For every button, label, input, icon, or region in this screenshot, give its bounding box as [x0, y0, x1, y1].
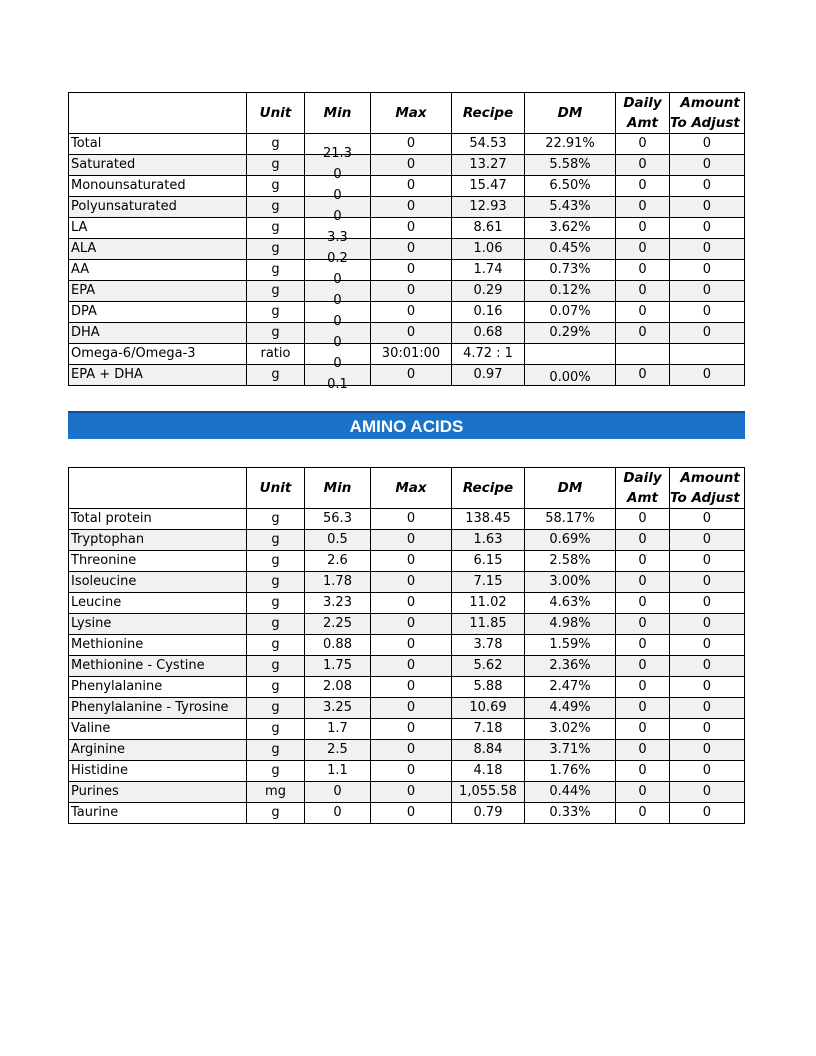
row-min: [305, 239, 371, 266]
row-max: 0: [371, 323, 452, 344]
row-min: [305, 134, 371, 161]
row-amount-to-adjust: 0: [670, 656, 745, 677]
row-daily-amt: 0: [616, 572, 670, 593]
row-daily-amt: 0: [616, 677, 670, 698]
row-min-value: 0: [333, 167, 342, 182]
row-recipe: 11.85: [452, 614, 525, 635]
row-dm: 5.58%: [525, 155, 616, 176]
row-min-value: 0.2: [327, 251, 348, 266]
row-amount-to-adjust: 0: [670, 761, 745, 782]
row-min-value: 0: [333, 335, 342, 350]
row-name: Total: [69, 134, 247, 155]
row-max: 0: [371, 635, 452, 656]
row-unit: g: [247, 176, 305, 197]
row-amount-to-adjust: 0: [670, 197, 745, 218]
row-max: 0: [371, 782, 452, 803]
row-min-value: 0: [333, 314, 342, 329]
row-recipe: 10.69: [452, 698, 525, 719]
row-max: 0: [371, 281, 452, 302]
row-amount-to-adjust: 0: [670, 572, 745, 593]
row-unit: g: [247, 365, 305, 386]
table-row: [69, 656, 745, 677]
row-max: 0: [371, 302, 452, 323]
row-recipe: 8.84: [452, 740, 525, 761]
row-unit: g: [247, 530, 305, 551]
row-unit: g: [247, 134, 305, 155]
row-amount-to-adjust: 0: [670, 323, 745, 344]
row-max: 0: [371, 155, 452, 176]
header-max: Max: [371, 468, 452, 509]
row-daily-amt: 0: [616, 740, 670, 761]
row-name: Phenylalanine: [69, 677, 247, 698]
row-dm: 0.07%: [525, 302, 616, 323]
row-recipe: 0.79: [452, 803, 525, 824]
row-daily-amt: [616, 344, 670, 365]
row-unit: g: [247, 614, 305, 635]
row-dm: 3.02%: [525, 719, 616, 740]
row-amount-to-adjust: 0: [670, 134, 745, 155]
row-amount-to-adjust: 0: [670, 218, 745, 239]
row-recipe: 11.02: [452, 593, 525, 614]
row-name: Methionine: [69, 635, 247, 656]
amino-acids-banner: AMINO ACIDS: [68, 411, 745, 439]
row-max: 0: [371, 698, 452, 719]
row-max: 0: [371, 134, 452, 155]
row-daily-amt: 0: [616, 197, 670, 218]
header-min: Min: [305, 93, 371, 134]
row-name: Monounsaturated: [69, 176, 247, 197]
table-row: [69, 740, 745, 761]
row-recipe: 0.68: [452, 323, 525, 344]
row-daily-amt: 0: [616, 803, 670, 824]
row-daily-amt: 0: [616, 551, 670, 572]
row-amount-to-adjust: 0: [670, 365, 745, 386]
row-dm: [525, 344, 616, 365]
row-dm: 3.00%: [525, 572, 616, 593]
header-blank: [69, 93, 247, 134]
row-min: 1.7: [305, 719, 371, 740]
row-max: 0: [371, 656, 452, 677]
row-recipe: 4.18: [452, 761, 525, 782]
row-name: Threonine: [69, 551, 247, 572]
row-unit: g: [247, 551, 305, 572]
row-dm: 4.49%: [525, 698, 616, 719]
row-dm: 0.69%: [525, 530, 616, 551]
row-name: Lysine: [69, 614, 247, 635]
row-dm: 0.12%: [525, 281, 616, 302]
header-amount-to-adjust: [670, 93, 745, 134]
row-daily-amt: 0: [616, 656, 670, 677]
amino-acids-table: [68, 467, 745, 824]
row-dm: 2.36%: [525, 656, 616, 677]
row-name: LA: [69, 218, 247, 239]
row-recipe: 4.72 : 1: [452, 344, 525, 365]
header-daily-line1: Daily: [623, 95, 662, 111]
row-amount-to-adjust: 0: [670, 698, 745, 719]
table-row: [69, 635, 745, 656]
row-unit: g: [247, 803, 305, 824]
row-daily-amt: 0: [616, 719, 670, 740]
row-daily-amt: 0: [616, 530, 670, 551]
header-adjust-line2: To Adjust: [670, 490, 740, 506]
row-unit: g: [247, 635, 305, 656]
row-daily-amt: 0: [616, 155, 670, 176]
row-unit: g: [247, 509, 305, 530]
row-min: 1.1: [305, 761, 371, 782]
row-recipe: 7.15: [452, 572, 525, 593]
row-max: 30:01:00: [371, 344, 452, 365]
row-name: EPA: [69, 281, 247, 302]
table-row: [69, 593, 745, 614]
row-max: 0: [371, 593, 452, 614]
row-unit: g: [247, 656, 305, 677]
row-min: 2.5: [305, 740, 371, 761]
row-min: [305, 197, 371, 224]
row-amount-to-adjust: 0: [670, 593, 745, 614]
table-row: [69, 572, 745, 593]
row-max: 0: [371, 365, 452, 386]
row-daily-amt: 0: [616, 260, 670, 281]
row-daily-amt: 0: [616, 281, 670, 302]
row-amount-to-adjust: 0: [670, 155, 745, 176]
header-max: Max: [371, 93, 452, 134]
table-row: [69, 302, 745, 323]
row-min: [305, 155, 371, 182]
row-min: [305, 344, 371, 371]
row-name: Saturated: [69, 155, 247, 176]
row-min: [305, 302, 371, 329]
row-daily-amt: 0: [616, 614, 670, 635]
row-unit: g: [247, 677, 305, 698]
row-unit: g: [247, 302, 305, 323]
header-adjust-line2: To Adjust: [670, 115, 740, 131]
row-min-value: 0.1: [327, 377, 348, 392]
table-row: [69, 803, 745, 824]
row-name: Histidine: [69, 761, 247, 782]
row-min: [305, 176, 371, 203]
row-min: 3.25: [305, 698, 371, 719]
row-daily-amt: 0: [616, 323, 670, 344]
row-unit: g: [247, 698, 305, 719]
row-name: ALA: [69, 239, 247, 260]
table-row: [69, 719, 745, 740]
header-adjust-line1: Amount: [680, 95, 740, 111]
row-min: 0: [305, 803, 371, 824]
row-amount-to-adjust: 0: [670, 740, 745, 761]
row-amount-to-adjust: 0: [670, 281, 745, 302]
row-name: Phenylalanine - Tyrosine: [69, 698, 247, 719]
row-unit: g: [247, 218, 305, 239]
row-name: Total protein: [69, 509, 247, 530]
table-row: [69, 260, 745, 281]
row-daily-amt: 0: [616, 509, 670, 530]
table-row: [69, 134, 745, 155]
row-recipe: 7.18: [452, 719, 525, 740]
header-recipe: Recipe: [452, 93, 525, 134]
row-amount-to-adjust: 0: [670, 677, 745, 698]
row-dm: 0.73%: [525, 260, 616, 281]
table-header-row: [69, 93, 745, 134]
header-min: Min: [305, 468, 371, 509]
table-row: [69, 782, 745, 803]
table-row: [69, 176, 745, 197]
row-amount-to-adjust: 0: [670, 803, 745, 824]
table-row: [69, 551, 745, 572]
header-blank: [69, 468, 247, 509]
row-daily-amt: 0: [616, 365, 670, 386]
row-unit: g: [247, 740, 305, 761]
row-min: [305, 323, 371, 350]
row-max: 0: [371, 740, 452, 761]
row-dm: 0.33%: [525, 803, 616, 824]
row-unit: g: [247, 281, 305, 302]
header-daily-amt: [616, 468, 670, 509]
row-unit: g: [247, 719, 305, 740]
header-dm: DM: [525, 468, 616, 509]
row-recipe: 0.16: [452, 302, 525, 323]
row-name: EPA + DHA: [69, 365, 247, 386]
row-max: 0: [371, 572, 452, 593]
row-dm: [525, 365, 616, 386]
row-min-value: 3.3: [327, 230, 348, 245]
row-unit: mg: [247, 782, 305, 803]
row-name: DHA: [69, 323, 247, 344]
row-name: Isoleucine: [69, 572, 247, 593]
row-amount-to-adjust: 0: [670, 635, 745, 656]
row-daily-amt: 0: [616, 698, 670, 719]
row-min: 3.23: [305, 593, 371, 614]
row-amount-to-adjust: 0: [670, 614, 745, 635]
table-row: [69, 323, 745, 344]
table-row: [69, 365, 745, 386]
table-row: [69, 530, 745, 551]
table-row: [69, 677, 745, 698]
row-min: [305, 281, 371, 308]
table-row: [69, 344, 745, 365]
table-row: [69, 614, 745, 635]
row-daily-amt: 0: [616, 176, 670, 197]
row-recipe: 12.93: [452, 197, 525, 218]
row-dm: 0.29%: [525, 323, 616, 344]
header-daily-line2: Amt: [627, 115, 658, 131]
row-min: [305, 218, 371, 245]
row-name: Polyunsaturated: [69, 197, 247, 218]
row-name: DPA: [69, 302, 247, 323]
row-dm: 6.50%: [525, 176, 616, 197]
header-recipe: Recipe: [452, 468, 525, 509]
table-row: [69, 281, 745, 302]
row-amount-to-adjust: 0: [670, 176, 745, 197]
row-max: 0: [371, 551, 452, 572]
row-min: 56.3: [305, 509, 371, 530]
row-max: 0: [371, 260, 452, 281]
row-amount-to-adjust: 0: [670, 782, 745, 803]
header-adjust-line1: Amount: [680, 470, 740, 486]
row-recipe: 138.45: [452, 509, 525, 530]
row-daily-amt: 0: [616, 782, 670, 803]
row-max: 0: [371, 239, 452, 260]
row-dm: 2.47%: [525, 677, 616, 698]
row-recipe: 13.27: [452, 155, 525, 176]
header-daily-amt: [616, 93, 670, 134]
row-dm: 3.62%: [525, 218, 616, 239]
row-min: 0.5: [305, 530, 371, 551]
row-name: Arginine: [69, 740, 247, 761]
table-row: [69, 509, 745, 530]
row-dm: 1.59%: [525, 635, 616, 656]
row-dm: 58.17%: [525, 509, 616, 530]
row-unit: ratio: [247, 344, 305, 365]
row-min-value: 0: [333, 272, 342, 287]
row-amount-to-adjust: 0: [670, 260, 745, 281]
row-daily-amt: 0: [616, 761, 670, 782]
row-recipe: 3.78: [452, 635, 525, 656]
header-unit: Unit: [247, 468, 305, 509]
row-recipe: 1.06: [452, 239, 525, 260]
row-recipe: 8.61: [452, 218, 525, 239]
table-row: [69, 698, 745, 719]
row-amount-to-adjust: [670, 344, 745, 365]
row-min: 1.78: [305, 572, 371, 593]
row-min: 1.75: [305, 656, 371, 677]
row-max: 0: [371, 176, 452, 197]
row-min-value: 0: [333, 209, 342, 224]
row-unit: g: [247, 197, 305, 218]
row-name: AA: [69, 260, 247, 281]
header-unit: Unit: [247, 93, 305, 134]
row-daily-amt: 0: [616, 239, 670, 260]
row-recipe: 1.74: [452, 260, 525, 281]
row-max: 0: [371, 530, 452, 551]
row-max: 0: [371, 761, 452, 782]
row-min: 2.08: [305, 677, 371, 698]
row-amount-to-adjust: 0: [670, 530, 745, 551]
row-min: [305, 365, 371, 392]
row-amount-to-adjust: 0: [670, 719, 745, 740]
row-amount-to-adjust: 0: [670, 239, 745, 260]
row-dm: 1.76%: [525, 761, 616, 782]
row-dm-value: 0.00%: [549, 370, 591, 385]
row-recipe: 0.97: [452, 365, 525, 386]
row-name: Leucine: [69, 593, 247, 614]
row-max: 0: [371, 509, 452, 530]
row-min-value: 0: [333, 356, 342, 371]
row-unit: g: [247, 761, 305, 782]
row-min: 2.25: [305, 614, 371, 635]
row-recipe: 1,055.58: [452, 782, 525, 803]
row-recipe: 5.62: [452, 656, 525, 677]
row-max: 0: [371, 197, 452, 218]
row-daily-amt: 0: [616, 218, 670, 239]
row-max: 0: [371, 677, 452, 698]
row-min-value: 0: [333, 188, 342, 203]
row-max: 0: [371, 218, 452, 239]
row-unit: g: [247, 260, 305, 281]
row-unit: g: [247, 593, 305, 614]
row-daily-amt: 0: [616, 593, 670, 614]
table-row: [69, 155, 745, 176]
header-dm: DM: [525, 93, 616, 134]
row-min: 2.6: [305, 551, 371, 572]
row-daily-amt: 0: [616, 635, 670, 656]
row-min-value: 0: [333, 293, 342, 308]
row-max: 0: [371, 803, 452, 824]
row-daily-amt: 0: [616, 302, 670, 323]
row-recipe: 54.53: [452, 134, 525, 155]
row-max: 0: [371, 614, 452, 635]
row-amount-to-adjust: 0: [670, 509, 745, 530]
row-name: Valine: [69, 719, 247, 740]
fat-table: [68, 92, 745, 392]
row-name: Tryptophan: [69, 530, 247, 551]
row-recipe: 0.29: [452, 281, 525, 302]
row-dm: 0.45%: [525, 239, 616, 260]
row-dm: 22.91%: [525, 134, 616, 155]
row-min: 0.88: [305, 635, 371, 656]
row-recipe: 1.63: [452, 530, 525, 551]
row-daily-amt: 0: [616, 134, 670, 155]
header-daily-line2: Amt: [627, 490, 658, 506]
row-min: 0: [305, 782, 371, 803]
row-amount-to-adjust: 0: [670, 551, 745, 572]
header-daily-line1: Daily: [623, 470, 662, 486]
row-unit: g: [247, 323, 305, 344]
table-header-row: [69, 468, 745, 509]
row-recipe: 6.15: [452, 551, 525, 572]
row-min: [305, 260, 371, 287]
row-name: Purines: [69, 782, 247, 803]
row-dm: 5.43%: [525, 197, 616, 218]
row-dm: 0.44%: [525, 782, 616, 803]
row-dm: 4.63%: [525, 593, 616, 614]
row-recipe: 5.88: [452, 677, 525, 698]
row-name: Methionine - Cystine: [69, 656, 247, 677]
row-recipe: 15.47: [452, 176, 525, 197]
row-min-value: 21.3: [323, 146, 352, 161]
row-max: 0: [371, 719, 452, 740]
row-dm: 2.58%: [525, 551, 616, 572]
row-name: Omega-6/Omega-3: [69, 344, 247, 365]
row-dm: 4.98%: [525, 614, 616, 635]
table-row: [69, 761, 745, 782]
row-unit: g: [247, 572, 305, 593]
row-unit: g: [247, 239, 305, 260]
row-amount-to-adjust: 0: [670, 302, 745, 323]
table-row: [69, 239, 745, 260]
table-row: [69, 218, 745, 239]
table-row: [69, 197, 745, 218]
row-name: Taurine: [69, 803, 247, 824]
header-amount-to-adjust: [670, 468, 745, 509]
row-unit: g: [247, 155, 305, 176]
row-dm: 3.71%: [525, 740, 616, 761]
